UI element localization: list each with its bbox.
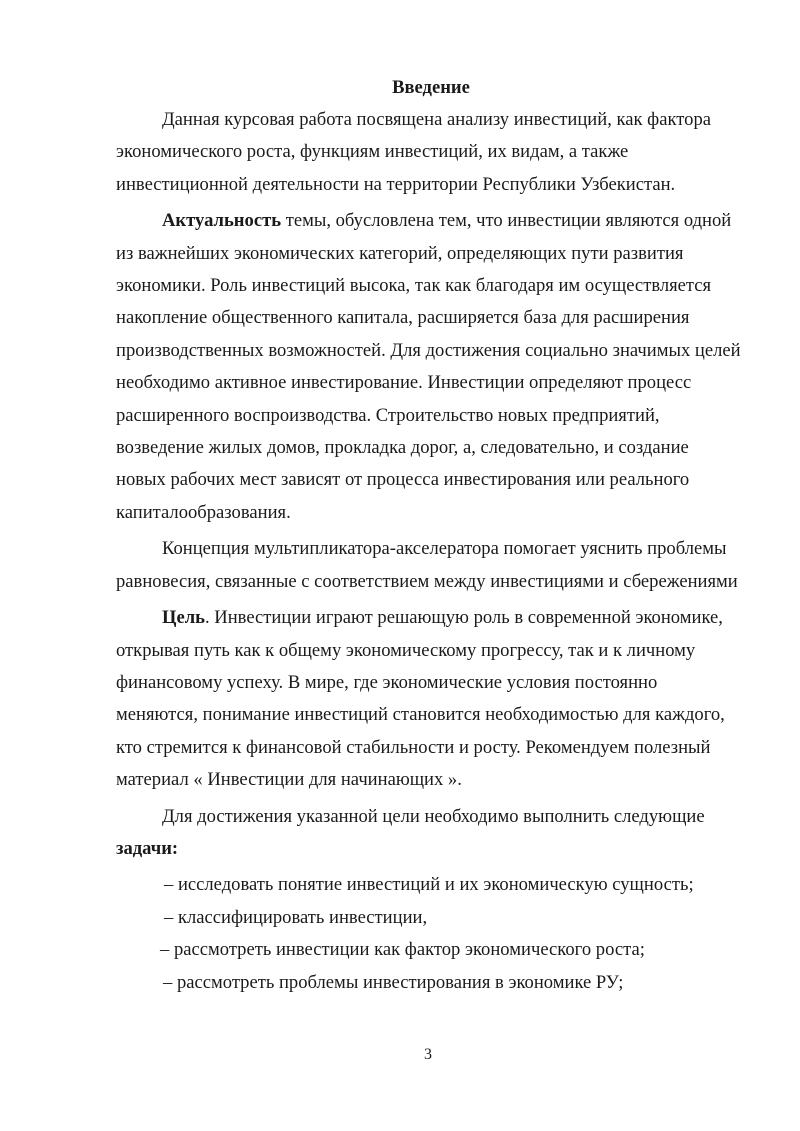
concept-paragraph: Концепция мультипликатора-акселератора помогает уяснить проблемы равновесия, связанные с соответствием между инвестициями и сбережениями	[116, 538, 738, 592]
task-item: – рассмотреть инвестиции как фактор экономического роста;	[160, 939, 645, 961]
goal-paragraph	[116, 602, 742, 796]
page-number: 3	[424, 1046, 432, 1063]
task-item: – классифицировать инвестиции,	[164, 906, 428, 928]
relevance-paragraph	[116, 205, 742, 529]
task-item: – рассмотреть проблемы инвестирования в экономике РУ;	[163, 971, 624, 993]
goal-text: . Инвестиции играют решающую роль в современной экономике, открывая путь как к общему экономическому прогрессу, так и к личному финансовому успеху. В мире, где экономические условия постоянно меняются, понимание инвестиций становится необходимостью для каждого, кто стремится к финансовой стабильности и росту. Рекомендуем полезный материал « Инвестиции для начинающих ».	[116, 607, 725, 791]
document-page	[116, 72, 742, 999]
task-item: – исследовать понятие инвестиций и их экономическую сущность;	[164, 874, 694, 896]
tasks-label: задачи:	[116, 837, 179, 859]
intro-paragraph: Данная курсовая работа посвящена анализу инвестиций, как фактора экономического роста, функциям инвестиций, их видам, а также инвестиционной деятельности на территории Республики Узбекистан.	[116, 109, 711, 195]
relevance-text: темы, обусловлена тем, что инвестиции являются одной из важнейших экономических категорий, определяющих пути развития экономики. Роль инвестиций высока, так как благодаря им осуществляется накопление общественного капитала, расширяется база для расширения производственных возможностей. Для достижения социально значимых целей необходимо активное инвестирование. Инвестиции определяют процесс расширенного воспроизводства. Строительство новых предприятий, возведение жилых домов, прокладка дорог, а, следовательно, и создание новых рабочих мест зависят от процесса инвестирования или реального капиталообразования.	[116, 210, 741, 523]
page-title: Введение	[392, 77, 470, 98]
task-list	[116, 869, 742, 999]
relevance-label: Актуальность	[162, 210, 282, 232]
tasks-intro-paragraph: Для достижения указанной цели необходимо выполнить следующие	[162, 805, 705, 827]
goal-label: Цель	[162, 607, 205, 629]
